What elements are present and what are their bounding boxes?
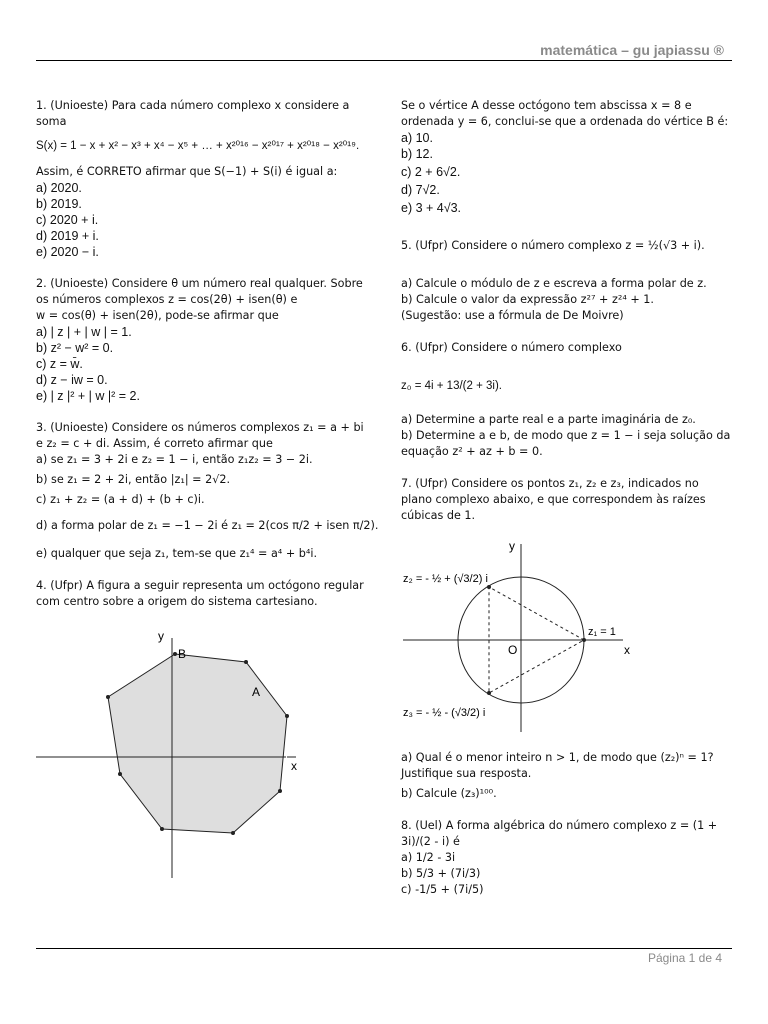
q6-intro: 6. (Ufpr) Considere o número complexo: [401, 341, 622, 354]
axis-label-y: y: [158, 629, 164, 643]
question-7: [401, 476, 731, 802]
q5-part-b: b) Calcule o valor da expressão z²⁷ + z²⁴ + 1.: [401, 293, 654, 306]
right-column: [401, 98, 731, 898]
q8-option-a: a) 1/2 - 3i: [401, 851, 456, 864]
page-number: Página 1 de 4: [647, 951, 722, 965]
q5-intro: 5. (Ufpr) Considere o número complexo z = ½(√3 + i).: [401, 239, 705, 252]
q5-part-a: a) Calcule o módulo de z e escreva a forma polar de z.: [401, 277, 707, 290]
question-4-continued: [401, 98, 731, 216]
z2-label: z₂ = - ½ + (√3/2) i: [403, 573, 488, 585]
left-column: [36, 98, 379, 882]
q7-part-b: b) Calcule (z₃)¹⁰⁰.: [401, 787, 497, 800]
page-header-title: matemática – gu japiassu ®: [540, 42, 724, 58]
q3-option-d: d) a forma polar de z₁ = −1 − 2i é z₁ = 2(cos π/2 + isen π/2).: [36, 519, 379, 532]
question-4: [36, 578, 368, 882]
header-divider: [36, 60, 732, 61]
q4-line1: 4. (Ufpr) A figura a seguir representa um octógono regular: [36, 579, 364, 592]
q8-option-b: b) 5/3 + (7i/3): [401, 867, 481, 880]
vertex-label-a: A: [252, 685, 261, 699]
q1-ask: Assim, é CORRETO afirmar que S(−1) + S(i) é igual a:: [36, 165, 338, 178]
q4-option-c: c) 2 + 6√2.: [401, 165, 461, 179]
q6-part-b2: equação z² + az + b = 0.: [401, 445, 543, 458]
axis-label-x: x: [624, 643, 630, 657]
question-8: [401, 818, 731, 898]
q3-option-e: e) qualquer que seja z₁, tem-se que z₁⁴ = a⁴ + b⁴i.: [36, 547, 318, 560]
q3-option-c: c) z₁ + z₂ = (a + d) + (b + c)i.: [36, 493, 205, 506]
q1-option-b: b) 2019.: [36, 197, 82, 211]
q1-option-c: c) 2020 + i.: [36, 213, 99, 227]
q4-option-b: b) 12.: [401, 147, 433, 161]
q1-option-d: d) 2019 + i.: [36, 229, 99, 243]
axis-label-x: x: [291, 759, 297, 773]
q7-part-a2: Justifique sua resposta.: [401, 767, 532, 780]
q6-formula: z₀ = 4i + 13/(2 + 3i).: [401, 380, 502, 392]
q2-line1: 2. (Unioeste) Considere θ um número real qualquer. Sobre: [36, 277, 363, 290]
q4-cont2: ordenada y = 6, conclui-se que a ordenada do vértice B é:: [401, 115, 729, 128]
q8-option-c: c) -1/5 + (7i/5): [401, 883, 484, 896]
q4-option-e: e) 3 + 4√3.: [401, 201, 462, 215]
cube-roots-figure: [401, 538, 731, 738]
question-2: [36, 276, 368, 404]
q2-option-a: a) | z | + | w | = 1.: [36, 325, 132, 339]
q2-line2: os números complexos z = cos(2θ) + isen(θ) e: [36, 293, 298, 306]
question-1: [36, 98, 368, 260]
q8-line2: 3i)/(2 - i) é: [401, 835, 460, 848]
q7-line3: cúbicas de 1.: [401, 509, 476, 522]
axis-label-y: y: [509, 539, 515, 553]
q3-line2: e z₂ = c + di. Assim, é correto afirmar que: [36, 437, 273, 450]
q2-option-d: d) z − iw = 0.: [36, 373, 108, 387]
q1-intro: 1. (Unioeste) Para cada número complexo x considere a soma: [36, 99, 350, 128]
origin-label: O: [508, 643, 518, 657]
q7-line1: 7. (Ufpr) Considere os pontos z₁, z₂ e z₃, indicados no: [401, 477, 699, 490]
octagon-shape: [108, 654, 287, 833]
q2-option-c: c) z = w̄.: [36, 357, 83, 371]
q4-option-d: d) 7√2.: [401, 183, 440, 197]
q7-line2: plano complexo abaixo, e que correspondem às raízes: [401, 493, 706, 506]
z1-label: z₁ = 1: [588, 626, 616, 638]
q2-option-b: b) z² − w² = 0.: [36, 341, 114, 355]
q2-line3: w = cos(θ) + isen(2θ), pode-se afirmar que: [36, 309, 279, 322]
q1-option-e: e) 2020 − i.: [36, 245, 99, 259]
q3-option-b: b) se z₁ = 2 + 2i, então |z₁| = 2√2.: [36, 473, 230, 486]
q4-line2: com centro sobre a origem do sistema cartesiano.: [36, 595, 318, 608]
footer-divider: [36, 948, 732, 949]
q4-option-a: a) 10.: [401, 131, 433, 145]
question-6: [401, 340, 731, 460]
question-5: [401, 238, 731, 324]
q4-cont1: Se o vértice A desse octógono tem abscissa x = 8 e: [401, 99, 692, 112]
q2-option-e: e) | z |² + | w |² = 2.: [36, 389, 140, 403]
question-3: [36, 420, 379, 562]
q6-part-a: a) Determine a parte real e a parte imaginária de z₀.: [401, 413, 696, 426]
z3-label: z₃ = - ½ - (√3/2) i: [403, 707, 486, 719]
q6-part-b1: b) Determine a e b, de modo que z = 1 − i seja solução da: [401, 429, 731, 442]
q1-option-a: a) 2020.: [36, 181, 82, 195]
octagon-figure: [36, 620, 368, 882]
q3-option-a: a) se z₁ = 3 + 2i e z₂ = 1 − i, então z₁z₂ = 3 − 2i.: [36, 453, 313, 466]
q7-part-a1: a) Qual é o menor inteiro n > 1, de modo que (z₂)ⁿ = 1?: [401, 751, 714, 764]
q5-hint: (Sugestão: use a fórmula de De Moivre): [401, 309, 624, 322]
q1-formula: S(x) = 1 − x + x² − x³ + x⁴ − x⁵ + … + x²⁰¹⁶ − x²⁰¹⁷ + x²⁰¹⁸ − x²⁰¹⁹.: [36, 140, 360, 152]
vertex-label-b: B: [178, 647, 187, 661]
q3-line1: 3. (Unioeste) Considere os números complexos z₁ = a + bi: [36, 421, 364, 434]
q8-line1: 8. (Uel) A forma algébrica do número complexo z = (1 +: [401, 819, 718, 832]
